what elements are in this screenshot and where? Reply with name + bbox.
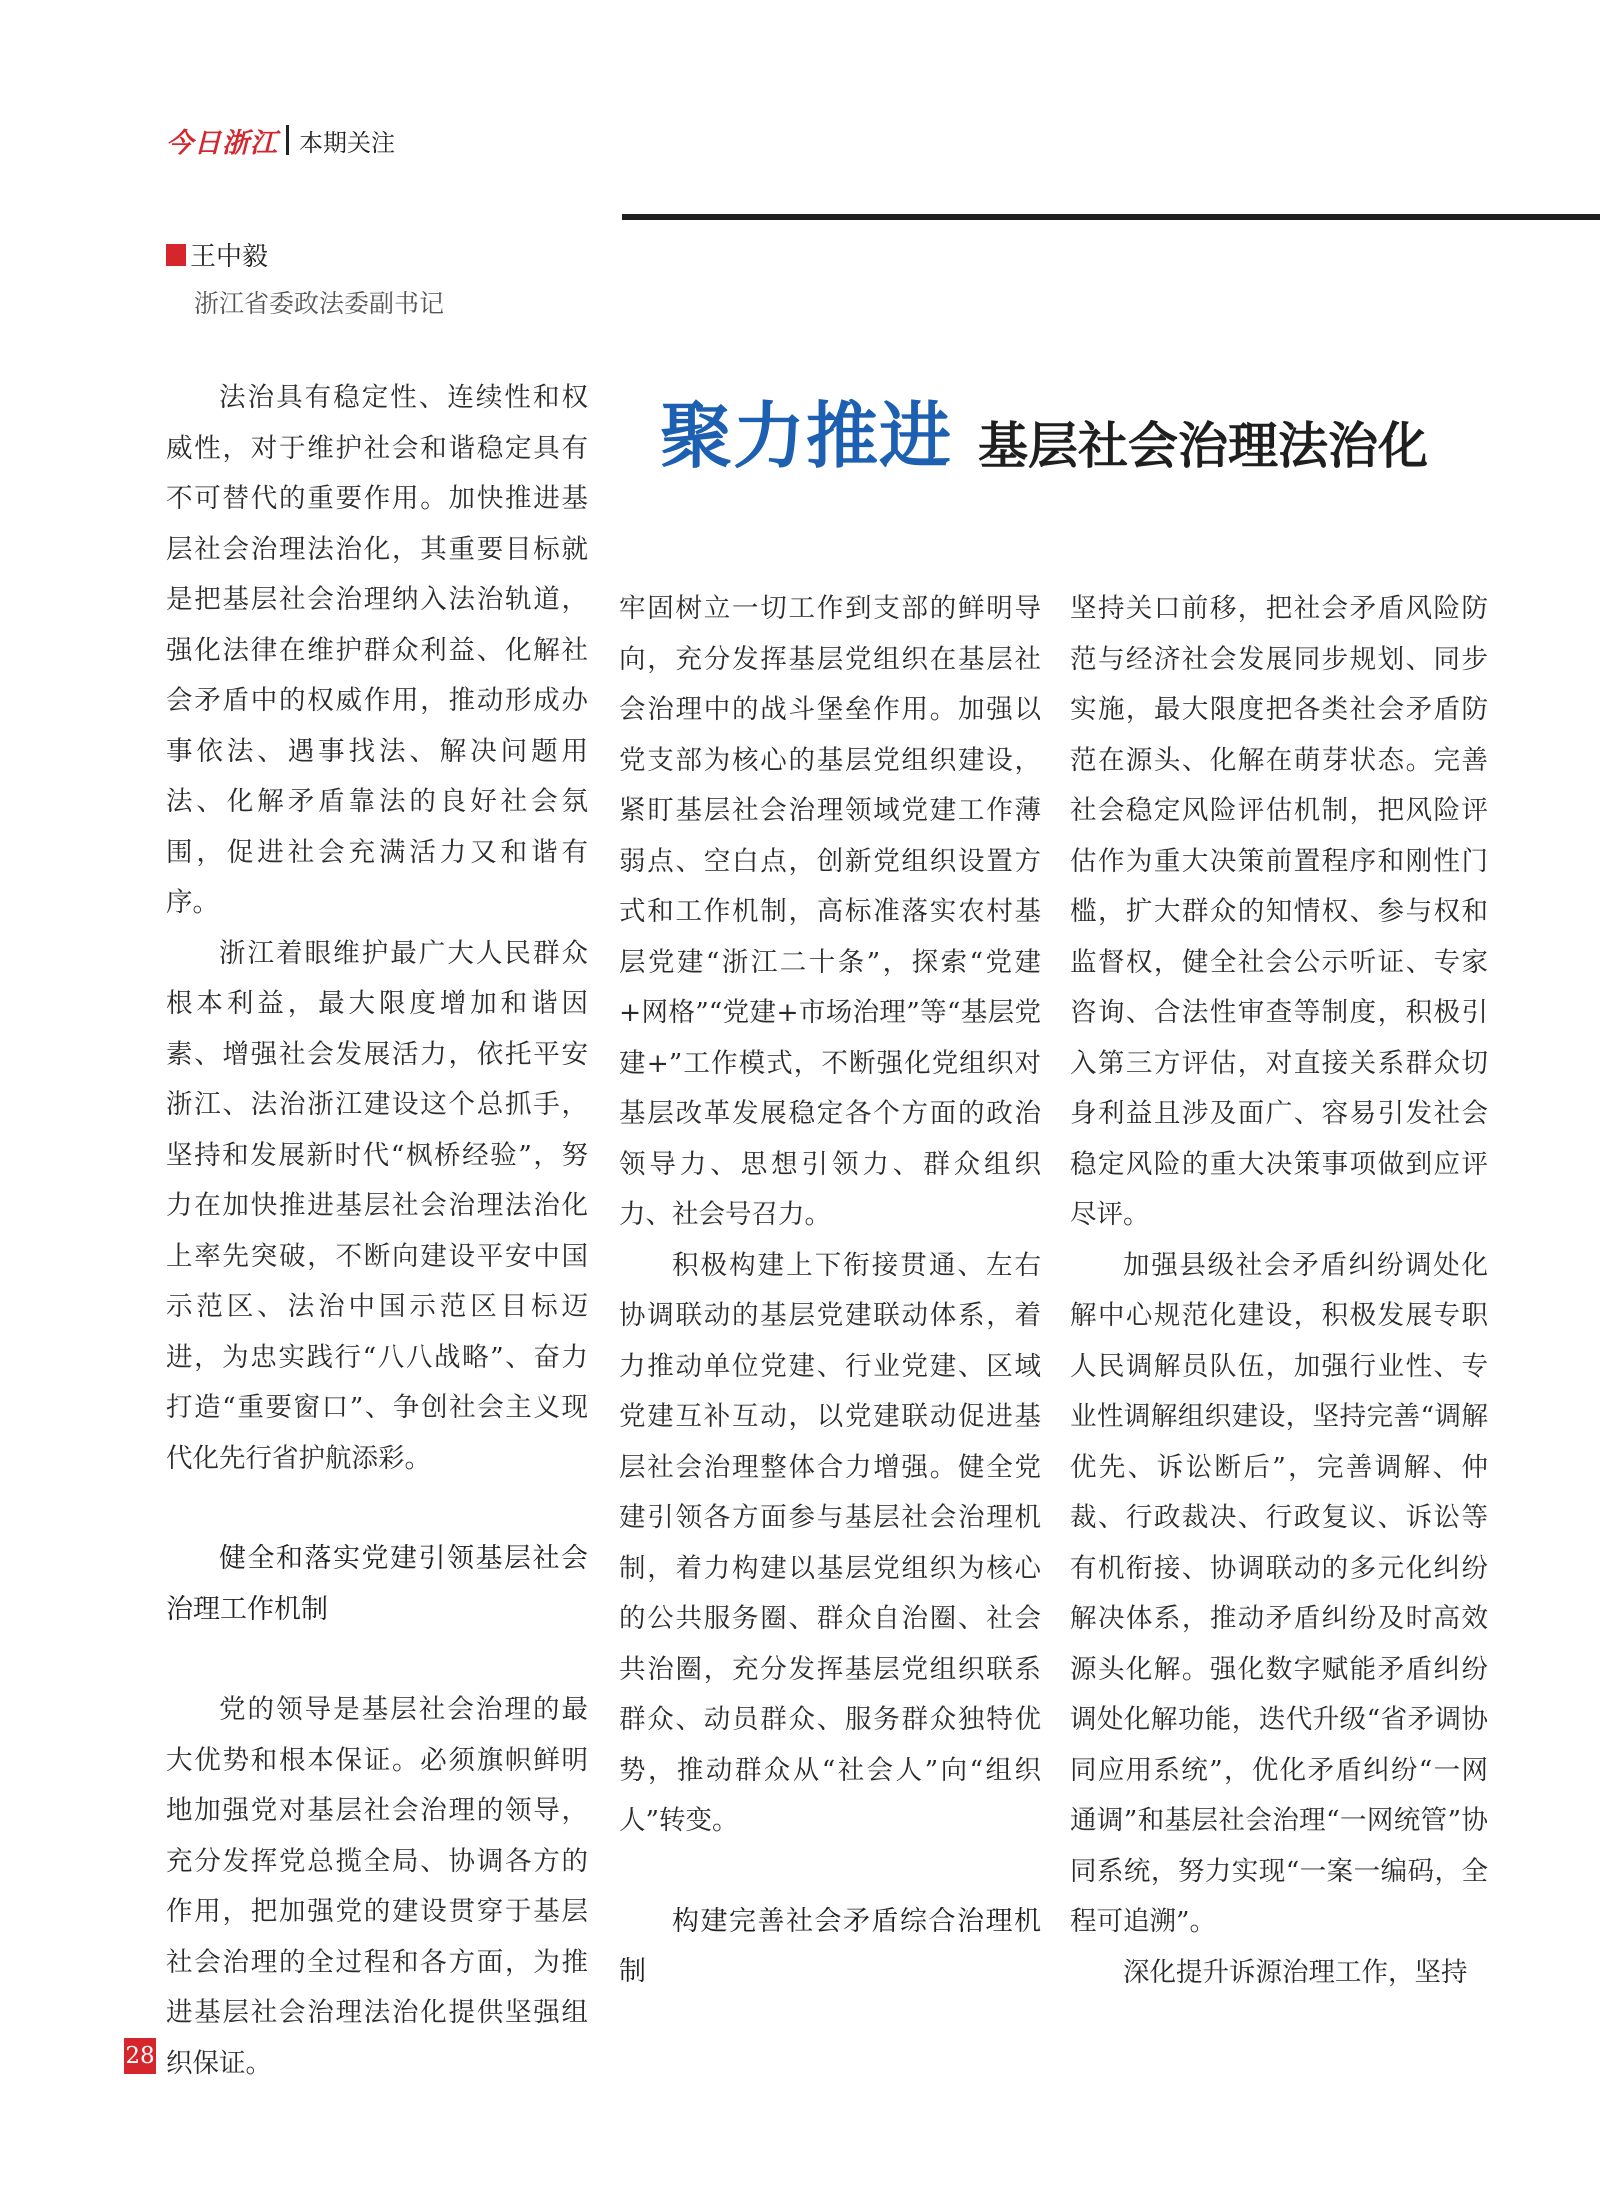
author-title: 浙江省委政法委副书记 bbox=[194, 289, 445, 318]
column-2 bbox=[619, 584, 1041, 2048]
paragraph: 深化提升诉源治理工作，坚持 bbox=[1123, 1956, 1468, 1988]
page-number: 28 bbox=[124, 2038, 156, 2074]
column-3 bbox=[1070, 584, 1488, 1998]
paragraph: 浙江着眼维护最广大人民群众根本利益，最大限度增加和谐因素、增强社会发展活力，依托平安浙江、法治浙江建设这个总抓手，坚持和发展新时代“枫桥经验”，努力在加快推进基层社会治理法治化上率先突破，不断向建设平安中国示范区、法治中国示范区目标迈进，为忠实践行“八八战略”、奋力打造“重要窗口”、争创社会主义现代化先行省护航添彩。 bbox=[166, 937, 588, 1474]
title-sub: 基层社会治理法治化 bbox=[978, 416, 1429, 475]
section-heading: 健全和落实党建引领基层社会治理工作机制 bbox=[166, 1543, 588, 1625]
header-divider bbox=[286, 125, 289, 155]
page-header bbox=[166, 120, 395, 160]
section-label: 本期关注 bbox=[299, 128, 395, 157]
author-byline bbox=[166, 236, 268, 273]
title-main: 聚力推进 bbox=[660, 394, 953, 478]
author-marker-icon bbox=[166, 244, 186, 266]
header-rule bbox=[622, 214, 1600, 220]
paragraph: 加强县级社会矛盾纠纷调处化解中心规范化建设，积极发展专职人民调解员队伍，加强行业性、专业性调解组织建设，坚持完善“调解优先、诉讼断后”，完善调解、仲裁、行政裁决、行政复议、诉讼等有机衔接、协调联动的多元化纠纷解决体系，推动矛盾纠纷及时高效源头化解。强化数字赋能矛盾纠纷调处化解功能，迭代升级“省矛调协同应用系统”，优化矛盾纠纷“一网通调”和基层社会治理“一网统管”协同系统，努力实现“一案一编码，全程可追溯”。 bbox=[1070, 1249, 1488, 1937]
paragraph: 坚持关口前移，把社会矛盾风险防范与经济社会发展同步规划、同步实施，最大限度把各类社会矛盾防范在源头、化解在萌芽状态。完善社会稳定风险评估机制，把风险评估作为重大决策前置程序和刚性门槛，扩大群众的知情权、参与权和监督权，健全社会公示听证、专家咨询、合法性审查等制度，积极引入第三方评估，对直接关系群众切身利益且涉及面广、容易引发社会稳定风险的重大决策事项做到应评尽评。 bbox=[1070, 593, 1488, 1230]
section-heading: 构建完善社会矛盾综合治理机制 bbox=[619, 1905, 1041, 1987]
article-title bbox=[660, 378, 1428, 482]
paragraph: 牢固树立一切工作到支部的鲜明导向，充分发挥基层党组织在基层社会治理中的战斗堡垒作用。加强以党支部为核心的基层党组织建设，紧盯基层社会治理领域党建工作薄弱点、空白点，创新党组织设置方式和工作机制，高标准落实农村基层党建“浙江二十条”，探索“党建+网格”“党建+市场治理”等“基层党建+”工作模式，不断强化党组织对基层改革发展稳定各个方面的政治领导力、思想引领力、群众组织力、社会号召力。 bbox=[619, 593, 1041, 1230]
paragraph: 积极构建上下衔接贯通、左右协调联动的基层党建联动体系，着力推动单位党建、行业党建、区域党建互补互动，以党建联动促进基层社会治理整体合力增强。健全党建引领各方面参与基层社会治理机制，着力构建以基层党组织为核心的公共服务圈、群众自治圈、社会共治圈，充分发挥基层党组织联系群众、动员群众、服务群众独特优势，推动群众从“社会人”向“组织人”转变。 bbox=[619, 1249, 1041, 1836]
paragraph: 党的领导是基层社会治理的最大优势和根本保证。必须旗帜鲜明地加强党对基层社会治理的领导，充分发挥党总揽全局、协调各方的作用，把加强党的建设贯穿于基层社会治理的全过程和各方面，为推进基层社会治理法治化提供坚强组织保证。 bbox=[166, 1694, 588, 2079]
paragraph: 法治具有稳定性、连续性和权威性，对于维护社会和谐稳定具有不可替代的重要作用。加快推进基层社会治理法治化，其重要目标就是把基层社会治理纳入法治轨道，强化法律在维护群众利益、化解社会矛盾中的权威作用，推动形成办事依法、遇事找法、解决问题用法、化解矛盾靠法的良好社会氛围，促进社会充满活力又和谐有序。 bbox=[166, 382, 588, 918]
author-name: 王中毅 bbox=[190, 242, 269, 272]
magazine-logo: 今日浙江 bbox=[166, 127, 278, 159]
column-1 bbox=[166, 373, 588, 2089]
